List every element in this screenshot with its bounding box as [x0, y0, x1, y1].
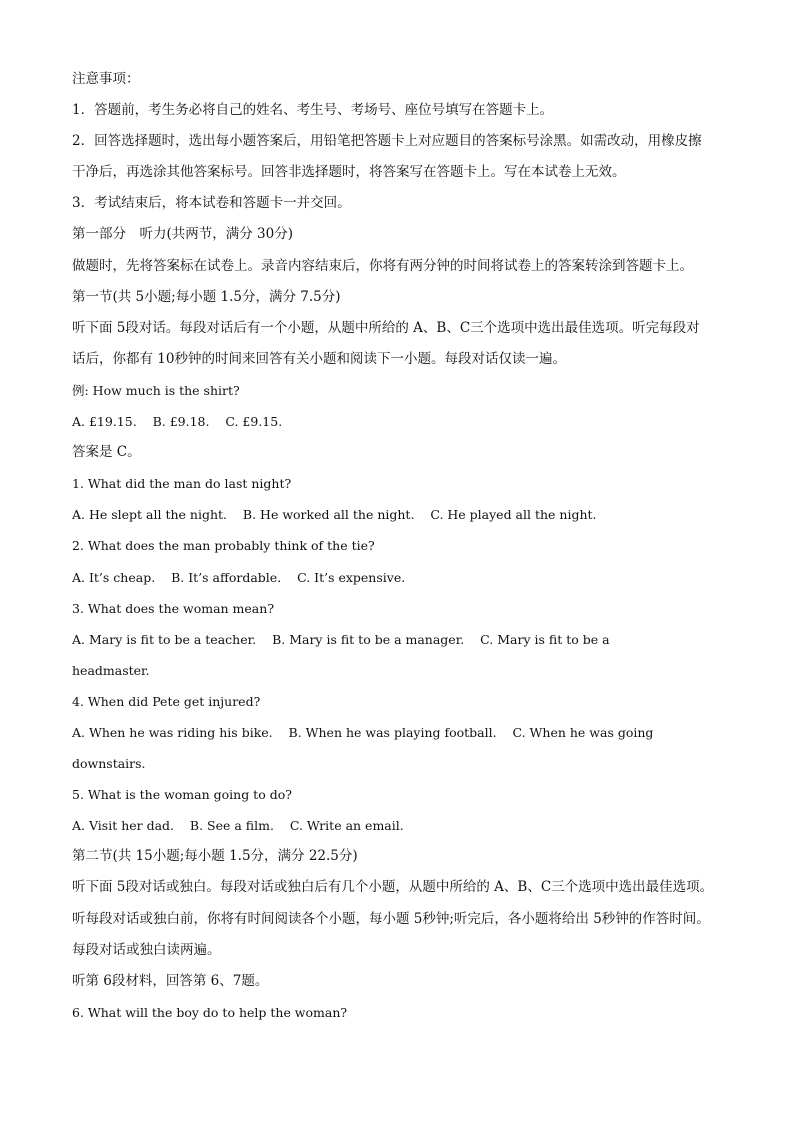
question-4-options-cont: downstairs. [72, 756, 146, 772]
example-question: 例: How much is the shirt? [72, 382, 240, 398]
section-one-heading: 第一节(共 5小题;每小题 1.5分，满分 7.5分) [72, 288, 341, 305]
section-two-instructions-end: 每段对话或独白读两遍。 [72, 941, 221, 958]
question-2-options: A. It’s cheap. B. It’s affordable. C. It’s expensive. [72, 569, 406, 585]
section-two-instructions-cont: 听每段对话或独白前，你将有时间阅读各个小题，每小题 5秒钟;听完后，各小题将给出 5秒钟的作答时间。 [72, 910, 710, 927]
notice-heading: 注意事项： [72, 71, 140, 87]
part-one-instructions: 做题时，先将答案标在试卷上。录音内容结束后，你将有两分钟的时间将试卷上的答案转涂到答题卡上。 [72, 257, 693, 274]
question-3: 3. What does the woman mean? [72, 600, 275, 616]
question-4-options: A. When he was riding his bike. B. When he was playing football. C. When he was going [72, 724, 654, 740]
question-1-options: A. He slept all the night. B. He worked all the night. C. He played all the night. [72, 507, 597, 523]
example-options: A. £19.15. B. £9.18. C. £9.15. [72, 414, 283, 430]
notice-item-3: 3．考试结束后，将本试卷和答题卡一并交回。 [72, 195, 351, 212]
notice-item-2-cont: 干净后，再选涂其他答案标号。回答非选择题时，将答案写在答题卡上。写在本试卷上无效。 [72, 164, 626, 181]
section-one-instructions: 听下面 5段对话。每段对话后有一个小题，从题中所给的 A、B、C三个选项中选出最佳选项。听完每段对 [72, 319, 700, 336]
part-one-heading: 第一部分 听力(共两节，满分 30分) [72, 226, 294, 243]
question-1: 1. What did the man do last night? [72, 476, 292, 492]
notice-item-1: 1．答题前，考生务必将自己的姓名、考生号、考场号、座位号填写在答题卡上。 [72, 102, 554, 119]
question-6: 6. What will the boy do to help the woman? [72, 1004, 348, 1020]
section-two-heading: 第二节(共 15小题;每小题 1.5分，满分 22.5分) [72, 848, 358, 865]
question-4: 4. When did Pete get injured? [72, 693, 261, 709]
question-2: 2. What does the man probably think of the tie? [72, 538, 375, 554]
material-6-heading: 听第 6段材料，回答第 6、7题。 [72, 972, 269, 989]
exam-page [72, 64, 732, 1028]
question-5: 5. What is the woman going to do? [72, 787, 292, 803]
question-3-options: A. Mary is fit to be a teacher. B. Mary is fit to be a manager. C. Mary is fit to be a [72, 631, 610, 647]
question-3-options-cont: headmaster. [72, 662, 150, 678]
question-5-options: A. Visit her dad. B. See a film. C. Write an email. [72, 818, 404, 834]
notice-item-2: 2．回答选择题时，选出每小题答案后，用铅笔把答题卡上对应题目的答案标号涂黑。如需改动，用橡皮擦 [72, 133, 702, 150]
example-answer: 答案是 C。 [72, 444, 141, 461]
section-two-instructions: 听下面 5段对话或独白。每段对话或独白后有几个小题，从题中所给的 A、B、C三个选项中选出最佳选项。 [72, 879, 714, 896]
section-one-instructions-cont: 话后，你都有 10秒钟的时间来回答有关小题和阅读下一小题。每段对话仅读一遍。 [72, 350, 566, 367]
